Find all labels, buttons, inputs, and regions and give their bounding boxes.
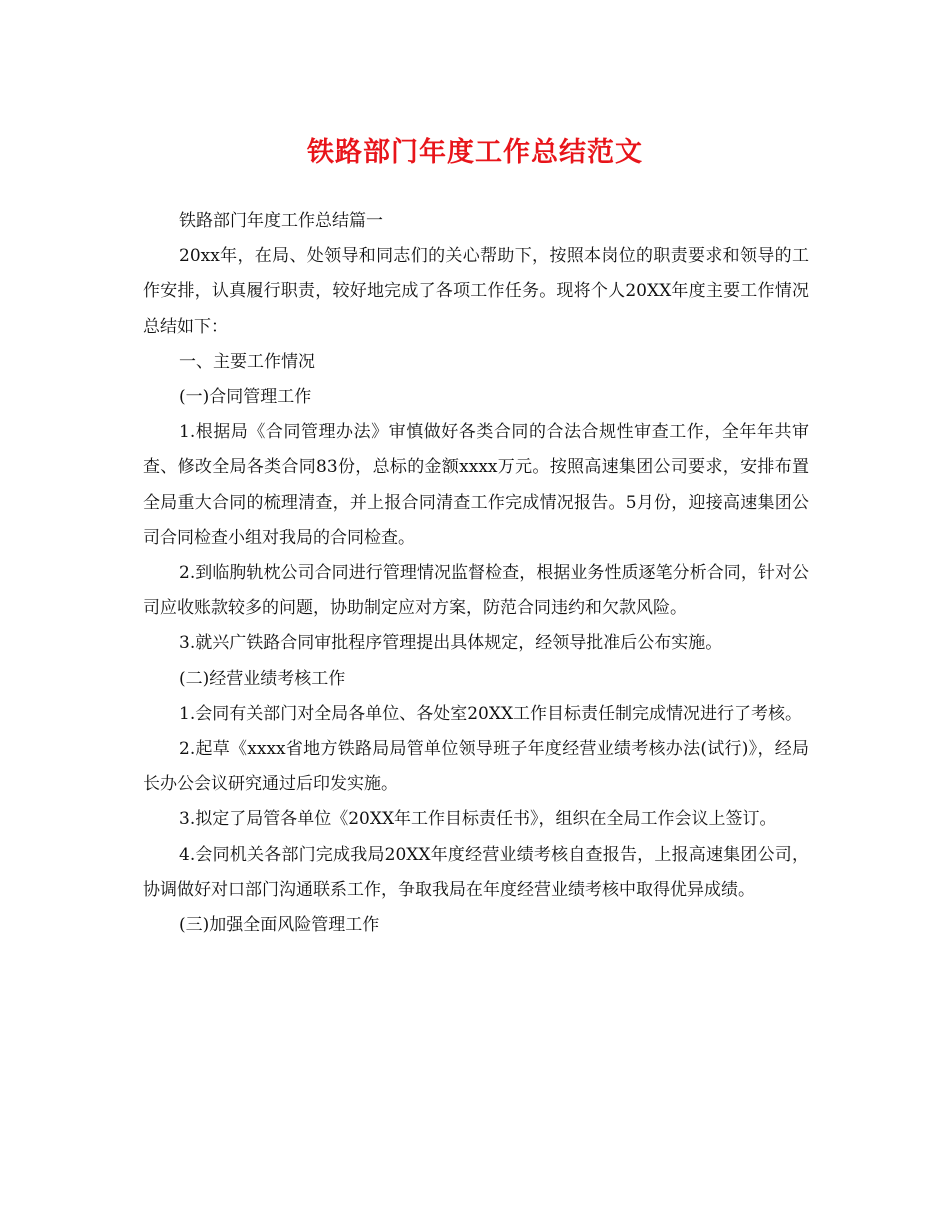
subsection-heading-contract: (一)合同管理工作	[179, 387, 312, 408]
paragraph-performance-2: 2.起草《xxxx省地方铁路局局管单位领导班子年度经营业绩考核办法(试行)》，经局长办公会议研究通过后印发实施。	[143, 739, 809, 795]
paragraph-contract-2: 2.到临朐轨枕公司合同进行管理情况监督检查，根据业务性质逐笔分析合同，针对公司应收账款较多的问题，协助制定应对方案，防范合同违约和欠款风险。	[143, 563, 809, 619]
section-heading: 铁路部门年度工作总结篇一	[179, 211, 383, 231]
intro-paragraph: 20xx年，在局、处领导和同志们的关心帮助下，按照本岗位的职责要求和领导的工作安排，认真履行职责，较好地完成了各项工作任务。现将个人20XX年度主要工作情况总结如下：	[143, 246, 809, 337]
document-body	[143, 204, 809, 943]
subsection-heading-risk: (三)加强全面风险管理工作	[179, 915, 380, 936]
paragraph-performance-4: 4.会同机关各部门完成我局20XX年度经营业绩考核自查报告，上报高速集团公司，协调做好对口部门沟通联系工作，争取我局在年度经营业绩考核中取得优异成绩。	[143, 844, 809, 900]
document-title: 铁路部门年度工作总结范文	[307, 137, 643, 168]
paragraph-performance-3: 3.拟定了局管各单位《20XX年工作目标责任书》，组织在全局工作会议上签订。	[179, 809, 777, 830]
paragraph-contract-3: 3.就兴广铁路合同审批程序管理提出具体规定，经领导批准后公布实施。	[179, 633, 723, 654]
subsection-heading-performance: (二)经营业绩考核工作	[179, 668, 346, 689]
paragraph-contract-1: 1.根据局《合同管理办法》审慎做好各类合同的合法合规性审查工作，全年年共审查、修改全局各类合同83份，总标的金额xxxx万元。按照高速集团公司要求，安排布置全局重大合同的梳理清查，并上报合同清查工作完成情况报告。5月份，迎接高速集团公司合同检查小组对我局的合同检查。	[143, 422, 809, 548]
chapter-heading: 一、主要工作情况	[179, 351, 315, 372]
paragraph-performance-1: 1.会同有关部门对全局各单位、各处室20XX工作目标责任制完成情况进行了考核。	[179, 703, 803, 724]
